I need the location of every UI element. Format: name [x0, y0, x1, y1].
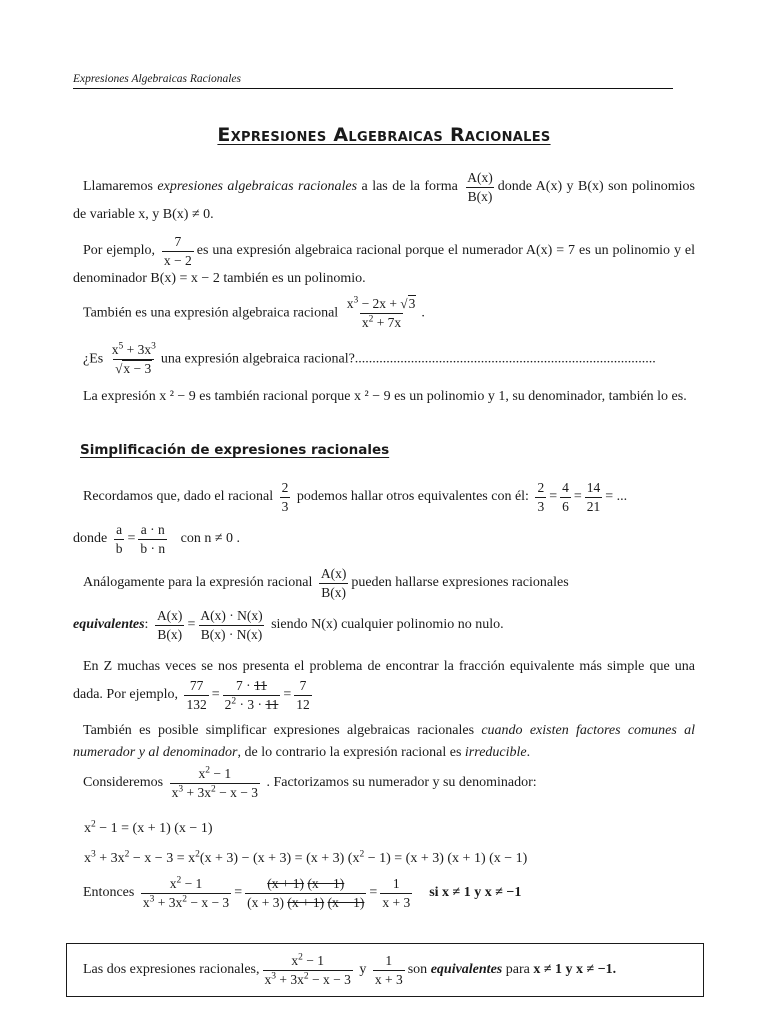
equivalence-line: equivalentes: $\frac{A(x)}{B(x)}$ = $\frac{A(x) \cdot N(x)}{B(x) \cdot N(x)}$ siendo N(x) cualquier polinomio no nulo. [73, 608, 504, 642]
rule-line: donde $\frac{a}{b}$ = $\frac{a \cdot n}{b \cdot n}$ con n ≠ 0 . [73, 522, 241, 556]
text: Las dos expresiones racionales, [83, 962, 260, 977]
text-italic: irreducible [464, 745, 527, 760]
question-paragraph [73, 342, 695, 376]
text: es una expresión algebraica racional porque el numerador A(x) = 7 es un polinomio y el denominador B(x) = x − 2 también es un polinomio. [73, 243, 695, 287]
text: En Z muchas veces se nos presenta el problema de encontrar la fracción equivalente más simple que una dada. Por ejemplo, [73, 659, 695, 703]
text: siendo N(x) cualquier polinomio no nulo. [271, 617, 504, 633]
text: . Factorizamos su numerador y su denominador: [266, 775, 537, 791]
text: son [407, 962, 428, 977]
term-emphasis: expresiones algebraicas racionales [157, 179, 358, 195]
fraction-polynomial: $\frac{x^3 - 2x + √3}{x^2 + 7x}$ [346, 295, 416, 330]
text: También es posible simplificar expresiones algebraicas racionales [83, 723, 482, 738]
example-paragraph [73, 234, 695, 290]
text: Por ejemplo, [83, 243, 155, 259]
text: Entonces [83, 885, 135, 901]
text: a las de la forma [357, 179, 458, 195]
text: Llamaremos [83, 179, 158, 195]
text: . [421, 305, 425, 321]
text: Análogamente para la expresión racional [83, 575, 313, 591]
simplify-paragraph [73, 720, 695, 764]
consider-paragraph [73, 766, 695, 800]
text: podemos hallar otros equivalentes con él: [296, 489, 529, 505]
fraction-an-bn: $\frac{a \cdot n}{b \cdot n}$ [140, 522, 166, 556]
definition-paragraph [73, 170, 695, 226]
fraction-77-132: $\frac{77}{132}$ [186, 678, 207, 712]
text: con n ≠ 0 . [180, 531, 241, 547]
term-bold: equivalentes [73, 617, 145, 633]
fraction-a-over-b: $\frac{A(x)}{B(x)}$ [467, 170, 493, 204]
text: donde [73, 531, 108, 547]
text: La expresión x ² − 9 es también racional porque x ² − 9 es un polinomio y 1, su denominador, también lo es. [83, 389, 687, 404]
fraction-factored: $\frac{7 \cdot 11}{2^2 \cdot 3 \cdot 11}$ [224, 678, 279, 712]
text: y [359, 962, 367, 977]
factor-eq-2: $x^3 + 3x^2 - x - 3 = x^2(x + 3) - (x + 3) = (x + 3) (x^2 - 1) = (x + 3) (x + 1) (x - 1)$ [84, 849, 528, 866]
fraction-a-over-b: $\frac{A(x)}{B(x)}$ [320, 566, 347, 600]
fraction-question: $\frac{x^5 + 3x^3}{√x - 3}$ [111, 341, 156, 376]
factor-eq-1: $x^2 - 1 = (x + 1) (x - 1)$ [84, 819, 213, 836]
text: . [526, 745, 531, 760]
fraction-14-21: $\frac{14}{21}$ [586, 480, 601, 514]
fraction-result: $\frac{1}{x + 3}$ [382, 876, 411, 910]
example-paragraph-2 [73, 296, 695, 330]
text: una expresión algebraica racional?...................................................................................... [160, 351, 656, 367]
fraction-an-bn-poly: $\frac{A(x) \cdot N(x)}{B(x) \cdot N(x)}$ [200, 608, 263, 642]
summary-box [66, 943, 704, 997]
fraction-a-b: $\frac{a}{b}$ [115, 522, 123, 556]
condition: si x ≠ 1 y x ≠ −1 [429, 885, 522, 901]
fraction-example: $\frac{x^2 - 1}{x^3 + 3x^2 - x - 3}$ [142, 875, 230, 910]
fraction-example: $\frac{x^2 - 1}{x^3 + 3x^2 - x - 3}$ [171, 765, 258, 800]
text: Recordamos que, dado el racional [83, 489, 274, 505]
fraction-2-3: $\frac{2}{3}$ [537, 480, 545, 514]
fraction-7-over-x-2: $\frac{7}{x - 2}$ [163, 234, 192, 268]
text-italic: cuando existen factores comunes al numerador y al denominador [73, 723, 696, 760]
text: donde A(x) y B(x) son polinomios de variable x, y B(x) ≠ 0. [73, 179, 695, 223]
fraction-cancelled: $\frac{(x + 1) (x - 1)}{(x + 3) (x + 1) (x - 1)}$ [247, 876, 365, 910]
text: Consideremos [83, 775, 164, 791]
page-title: Expresiones Algebraicas Racionales [217, 124, 551, 146]
fraction-a-over-b: $\frac{A(x)}{B(x)}$ [156, 608, 183, 642]
analog-paragraph [73, 566, 695, 600]
fraction-4-6: $\frac{4}{6}$ [562, 480, 569, 514]
fraction-example: $\frac{x^2 - 1}{x^3 + 3x^2 - x - 3}$ [264, 952, 351, 987]
section-subtitle: Simplificación de expresiones racionales [80, 442, 390, 458]
text: , de lo contrario la expresión racional es [237, 745, 465, 760]
text: pueden hallarse expresiones racionales [351, 575, 569, 591]
text: También es una expresión algebraica racional [83, 305, 339, 321]
term-bold: equivalentes [430, 962, 503, 977]
fraction-7-12: $\frac{7}{12}$ [296, 678, 310, 712]
paragraph-x2-9 [73, 386, 695, 408]
fraction-2-3: $\frac{2}{3}$ [281, 480, 289, 514]
conclusion-line: Entonces $\frac{x^2 - 1}{x^3 + 3x^2 - x - 3}$ = $\frac{(x + 1) (x - 1)}{(x + 3) (x + 1) (x - 1)}$ = $\frac{1}{x + 3}$ si x ≠ 1 y x ≠ −1 [83, 875, 522, 910]
rational-recall-paragraph: Recordamos que, dado el racional $\frac{2}{3}$ podemos hallar otros equivalentes con él: $\frac{2}{3}$ = $\frac{4}{6}$ = $\frac{14}{21}$ = ... [83, 480, 628, 514]
text: ¿Es [83, 351, 104, 367]
text: para [505, 962, 530, 977]
fraction-result: $\frac{1}{x + 3}$ [374, 952, 403, 987]
running-header: Expresiones Algebraicas Racionales [73, 73, 673, 89]
condition: x ≠ 1 y x ≠ −1. [533, 962, 617, 977]
integers-paragraph: En Z muchas veces se nos presenta el problema de encontrar la fracción equivalente más simple que una dada. Por ejemplo, $\frac{77}{132}$ = $\frac{7 \cdot 11}{2^2 \cdot 3 \cdot 11}$ = $\frac{7}{12}$ [73, 659, 695, 712]
text: = ... [605, 489, 628, 505]
